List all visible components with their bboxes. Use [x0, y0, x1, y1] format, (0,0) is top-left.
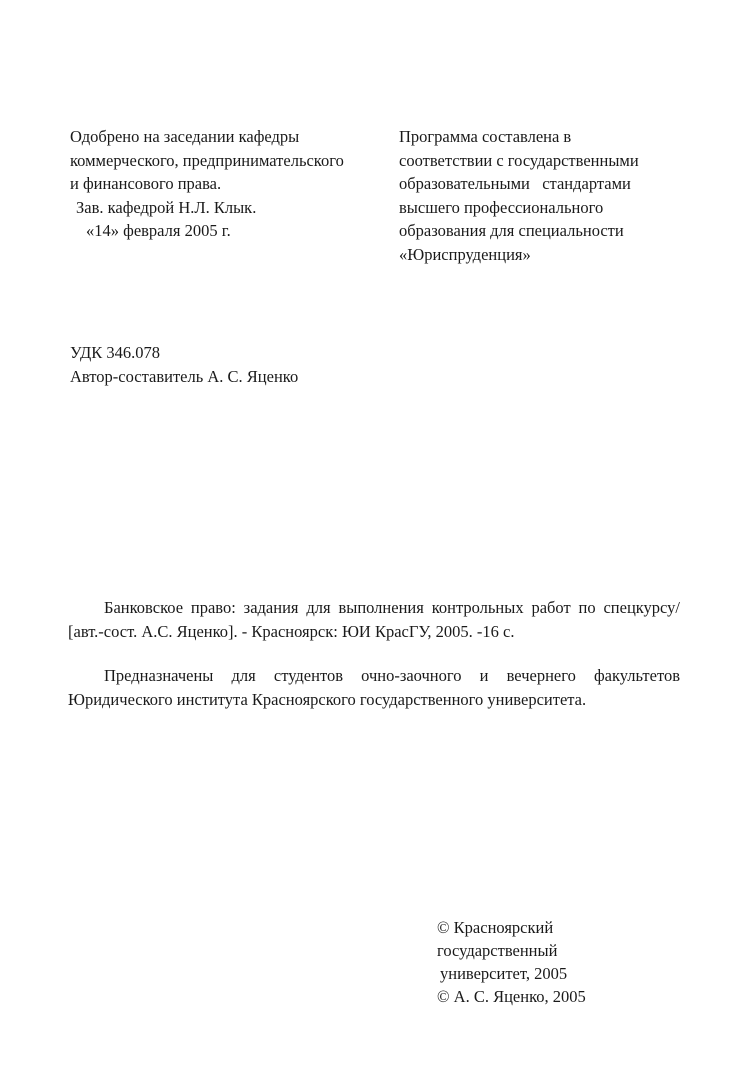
- annotation: [68, 596, 680, 712]
- udk-code: УДК 346.078: [70, 343, 161, 362]
- author-compiler: Автор-составитель А. С. Яценко: [70, 367, 299, 386]
- copyright-line-2: государственный: [437, 941, 558, 960]
- approval-line-1: Одобрено на заседании кафедры: [70, 127, 300, 146]
- department-head: Зав. кафедрой Н.Л. Клык.: [76, 197, 257, 217]
- approval-line-2: коммерческого, предпринимательского: [70, 150, 344, 170]
- specialty-name: «Юриспруденция»: [399, 244, 531, 264]
- compliance-line-3: образовательными стандартами: [399, 174, 631, 194]
- compliance-line-2: соответствии с государственными: [399, 150, 639, 170]
- audience-purpose: Предназначены для студентов очно-заочного и вечернего факультетов Юридического института Красноярского государственного университета.: [68, 666, 680, 709]
- program-compliance-note: [399, 125, 639, 267]
- copyright-line-4: © А. С. Яценко, 2005: [437, 987, 586, 1006]
- bibliographic-citation: Банковское право: задания для выполнения контрольных работ по спецкурсу/ [авт.-сост. А.С. Яценко]. - Красноярск: ЮИ КрасГУ, 2005. -16 с.: [68, 598, 680, 641]
- approval-date: «14» февраля 2005 г.: [86, 221, 231, 241]
- approval-note: [70, 125, 344, 243]
- copyright-line-3: университет, 2005: [440, 964, 568, 983]
- compliance-line-4: высшего профессионального: [399, 197, 604, 217]
- compliance-line-1: Программа составлена в: [399, 127, 572, 146]
- udk-block: [70, 341, 298, 389]
- approval-line-3: и финансового права.: [70, 174, 222, 194]
- copyright-block: [437, 916, 586, 1008]
- compliance-line-5: образования для специальности: [399, 221, 624, 241]
- copyright-line-1: © Красноярский: [437, 918, 554, 937]
